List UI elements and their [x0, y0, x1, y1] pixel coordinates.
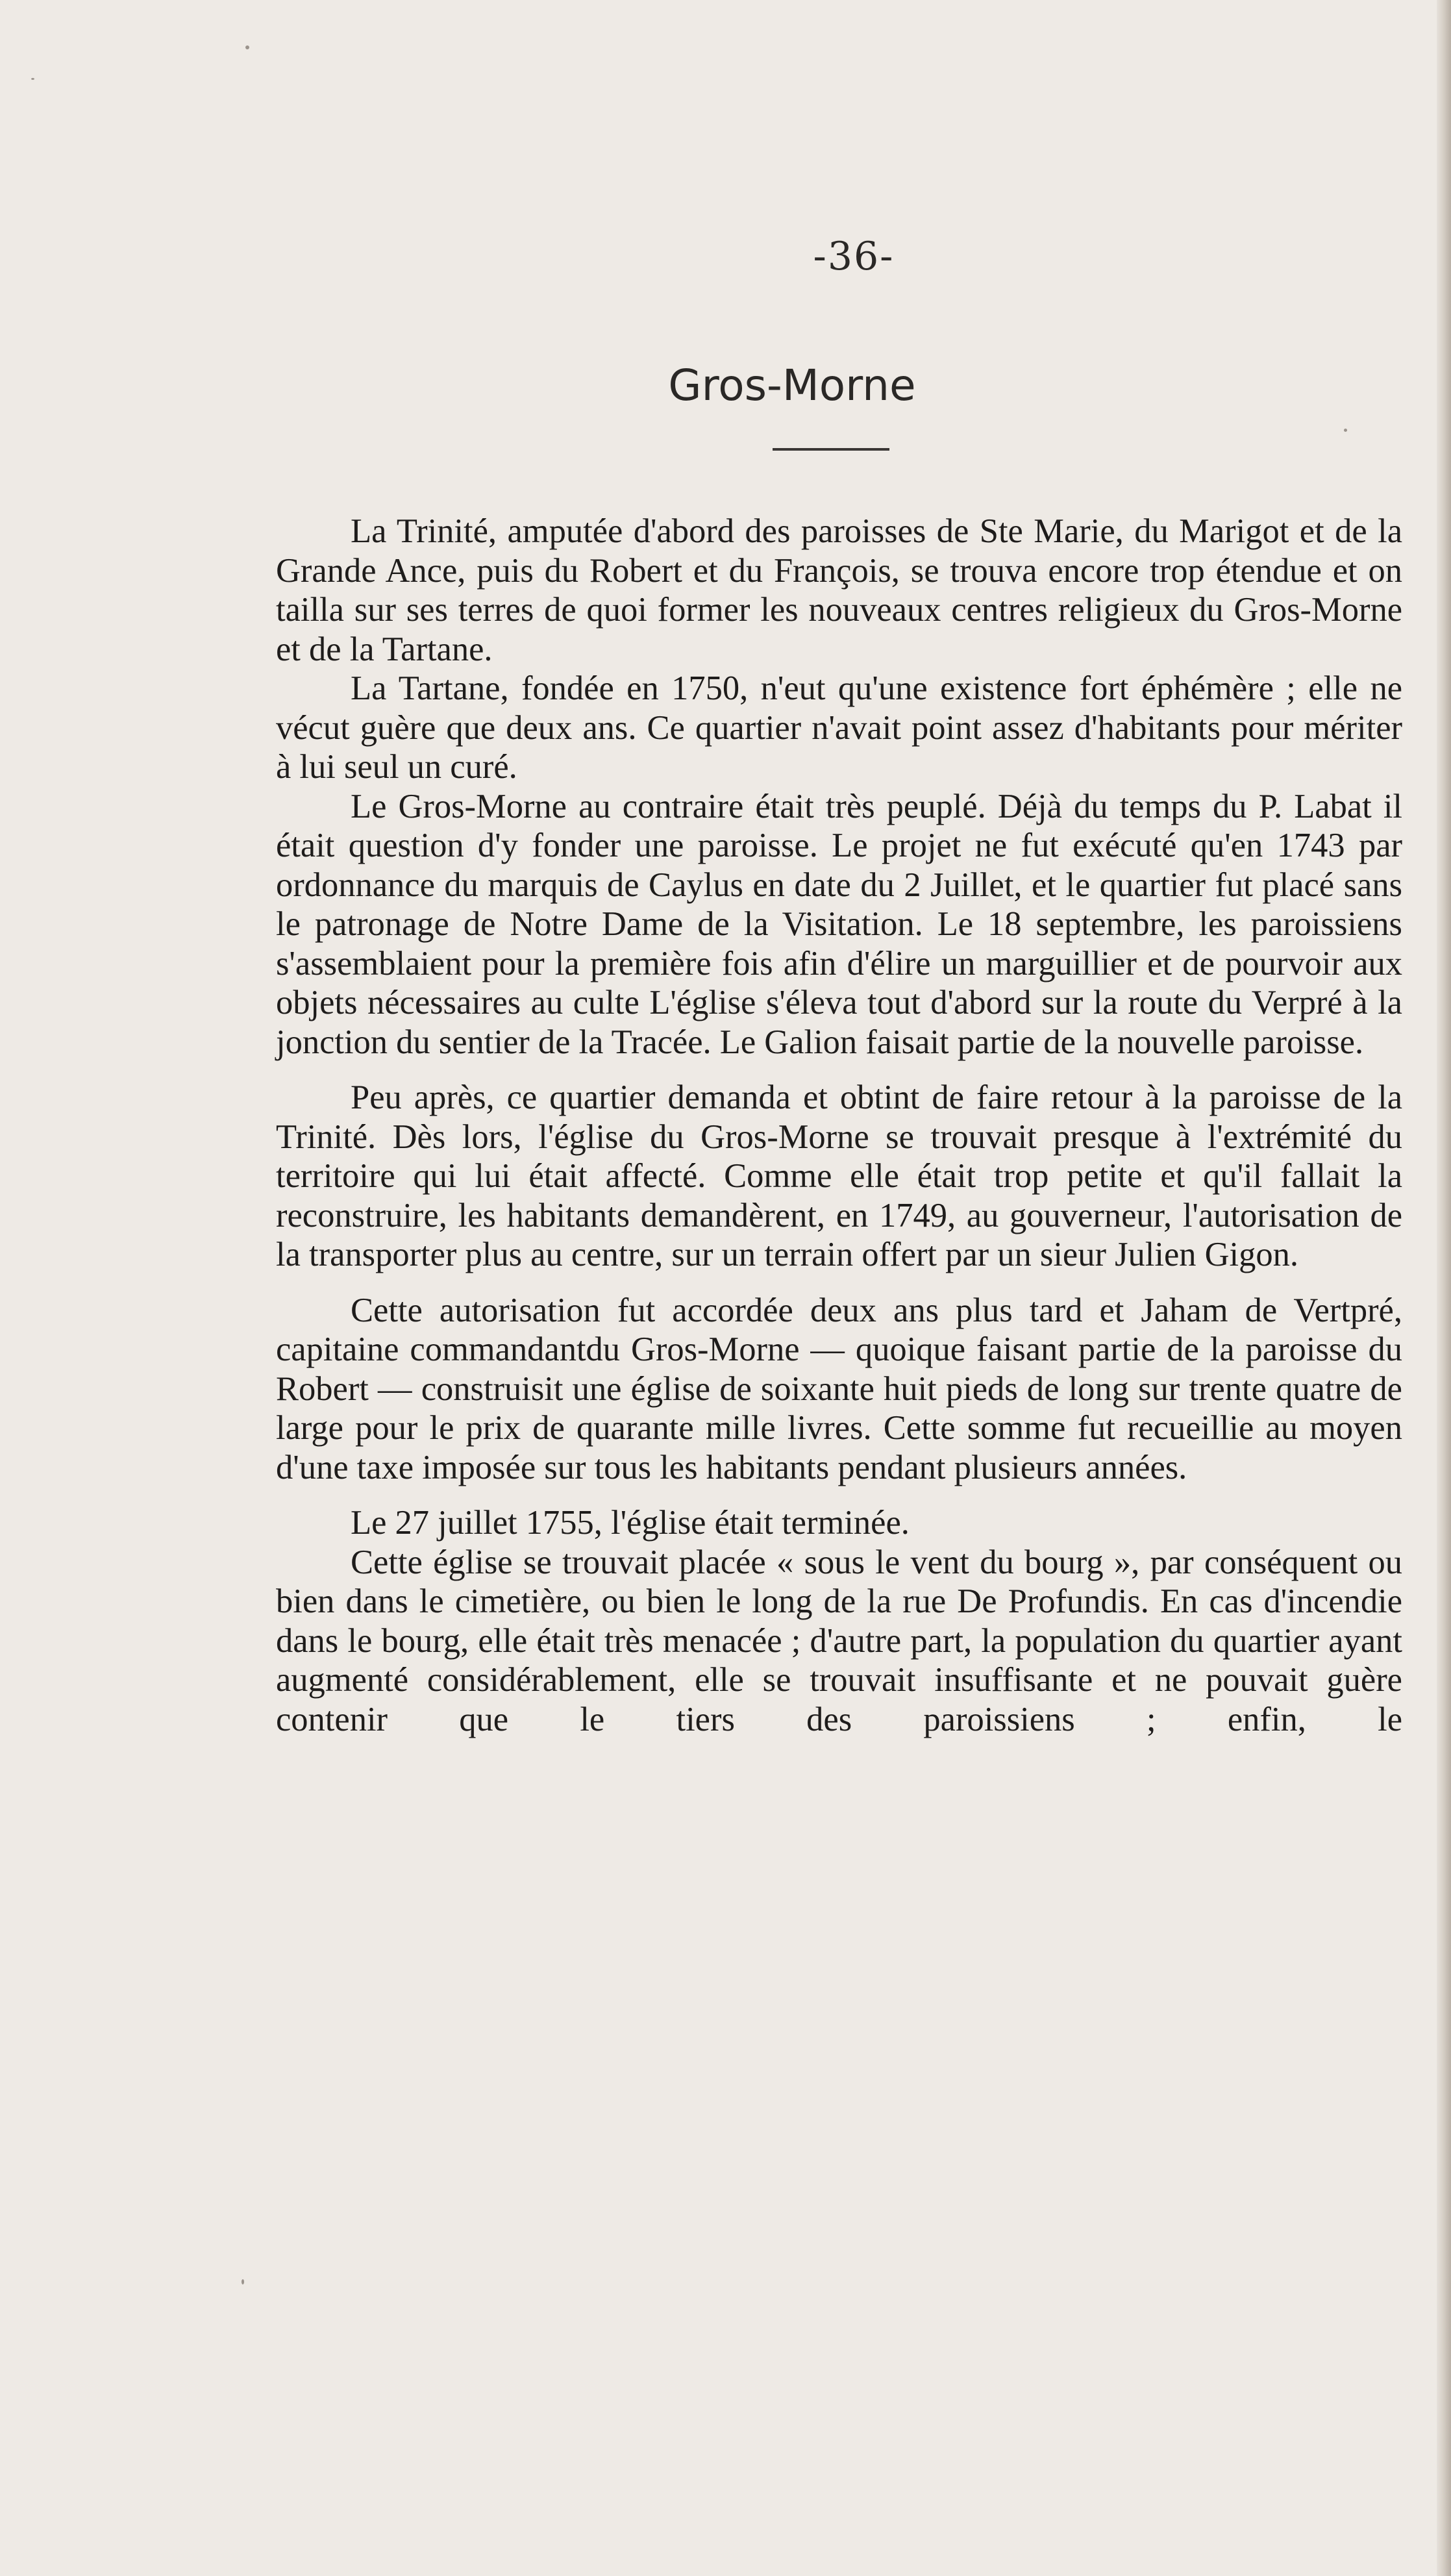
paper-speck	[245, 45, 249, 49]
page-title: Gros-Morne	[668, 360, 916, 410]
paragraph: La Trinité, amputée d'abord des paroisses de Ste Marie, du Marigot et de la Grande Ance, puis du Robert et du François, se trouva encore trop étendue et on tailla sur ses terres de quoi former les nouveaux centres religieux du Gros-Morne et de la Tartane.	[276, 512, 1402, 668]
title-divider	[773, 448, 889, 451]
paragraph: Cette église se trouvait placée « sous le vent du bourg », par conséquent ou bien dans le cimetière, ou bien le long de la rue De Profundis. En cas d'incendie dans le bourg, elle était très menacée ; d'autre part, la population du quartier ayant augmenté considérablement, elle se trouvait insuffisante et ne pouvait guère contenir que le tiers des paroissiens ; enfin, le	[276, 1543, 1402, 1738]
paragraph: Cette autorisation fut accordée deux ans plus tard et Jaham de Vertpré, capitaine commandantdu Gros-Morne — quoique faisant partie de la paroisse du Robert — construisit une église de soixante huit pieds de long sur trente quatre de large pour le prix de quarante mille livres. Cette somme fut recueillie au moyen d'une taxe imposée sur tous les habitants pendant plusieurs années.	[276, 1291, 1402, 1486]
paper-speck	[1344, 429, 1347, 432]
page-number: -36-	[813, 234, 895, 279]
paper-speck	[242, 2279, 244, 2284]
paper-speck	[31, 78, 34, 80]
page-edge-shadow	[1437, 0, 1451, 2576]
paragraph: La Tartane, fondée en 1750, n'eut qu'une existence fort éphémère ; elle ne vécut guère que deux ans. Ce quartier n'avait point assez d'habitants pour mériter à lui seul un curé.	[276, 669, 1402, 786]
body-text	[276, 512, 1402, 1739]
paragraph: Le Gros-Morne au contraire était très peuplé. Déjà du temps du P. Labat il était question d'y fonder une paroisse. Le projet ne fut exécuté qu'en 1743 par ordonnance du marquis de Caylus en date du 2 Juillet, et le quartier fut placé sans le patronage de Notre Dame de la Visitation. Le 18 septembre, les paroissiens s'assemblaient pour la première fois afin d'élire un marguillier et de pourvoir aux objets nécessaires au culte L'église s'éleva tout d'abord sur la route du Verpré à la jonction du sentier de la Tracée. Le Galion faisait partie de la nouvelle paroisse.	[276, 787, 1402, 1061]
paragraph: Le 27 juillet 1755, l'église était terminée.	[351, 1504, 910, 1542]
paragraph: Peu après, ce quartier demanda et obtint de faire retour à la paroisse de la Trinité. Dès lors, l'église du Gros-Morne se trouvait presque à l'extrémité du territoire qui lui était affecté. Comme elle était trop petite et qu'il fallait la reconstruire, les habitants demandèrent, en 1749, au gouverneur, l'autorisation de la transporter plus au centre, sur un terrain offert par un sieur Julien Gigon.	[276, 1079, 1402, 1273]
